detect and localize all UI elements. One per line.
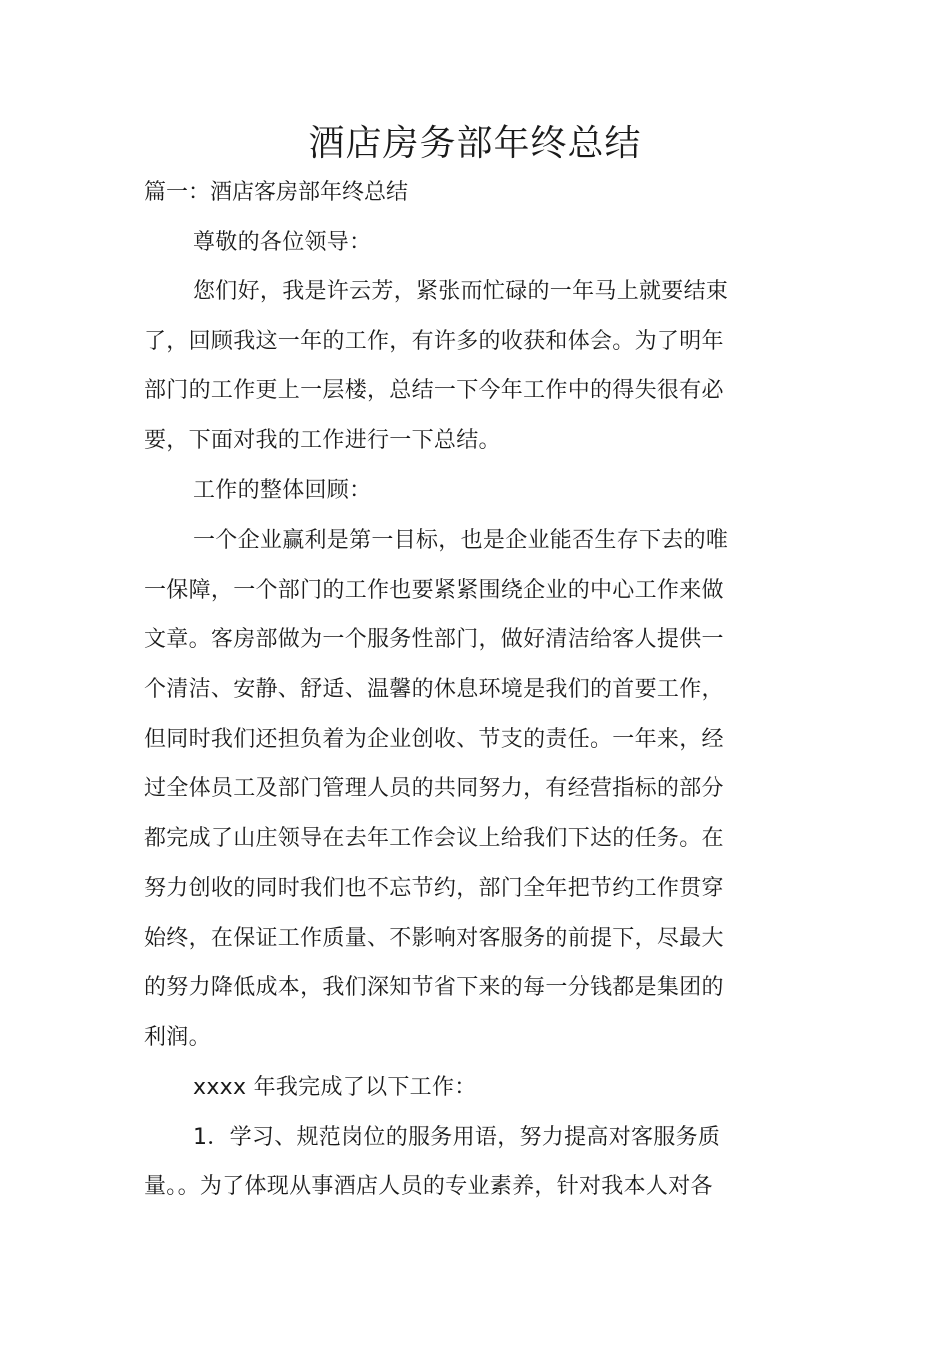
text-line: 的努力降低成本，我们深知节省下来的每一分钱都是集团的	[144, 975, 724, 1000]
text-line: 个清洁、安静、舒适、温馨的休息环境是我们的首要工作，	[144, 677, 724, 702]
text-line: 了，回顾我这一年的工作，有许多的收获和体会。为了明年	[144, 329, 724, 354]
text-line: 都完成了山庄领导在去年工作会议上给我们下达的任务。在	[144, 826, 724, 851]
text-line: 文章。客房部做为一个服务性部门，做好清洁给客人提供一	[144, 627, 724, 652]
document-subtitle: 篇一：酒店客房部年终总结	[144, 180, 409, 205]
text-line: 始终，在保证工作质量、不影响对客服务的前提下，尽最大	[144, 926, 724, 951]
text-line: 利润。	[144, 1025, 211, 1050]
section-heading: xxxx 年我完成了以下工作：	[193, 1075, 477, 1100]
text-line: 您们好，我是许云芳，紧张而忙碌的一年马上就要结束	[193, 279, 729, 304]
text-line: 1．学习、规范岗位的服务用语，努力提高对客服务质	[193, 1125, 721, 1150]
text-line: 但同时我们还担负着为企业创收、节支的责任。一年来，经	[144, 727, 724, 752]
text-line: 努力创收的同时我们也不忘节约，部门全年把节约工作贯穿	[144, 876, 724, 901]
text-line: 要，下面对我的工作进行一下总结。	[144, 428, 501, 453]
section-heading: 工作的整体回顾：	[193, 478, 372, 503]
text-line: 一个企业赢利是第一目标，也是企业能否生存下去的唯	[193, 528, 729, 553]
salutation-line: 尊敬的各位领导：	[193, 230, 372, 255]
document-title: 酒店房务部年终总结	[308, 123, 642, 164]
text-line: 量。。为了体现从事酒店人员的专业素养，针对我本人对各	[144, 1174, 713, 1199]
text-line: 过全体员工及部门管理人员的共同努力，有经营指标的部分	[144, 776, 724, 801]
text-line: 部门的工作更上一层楼，总结一下今年工作中的得失很有必	[144, 378, 724, 403]
text-line: 一保障，一个部门的工作也要紧紧围绕企业的中心工作来做	[144, 578, 724, 603]
